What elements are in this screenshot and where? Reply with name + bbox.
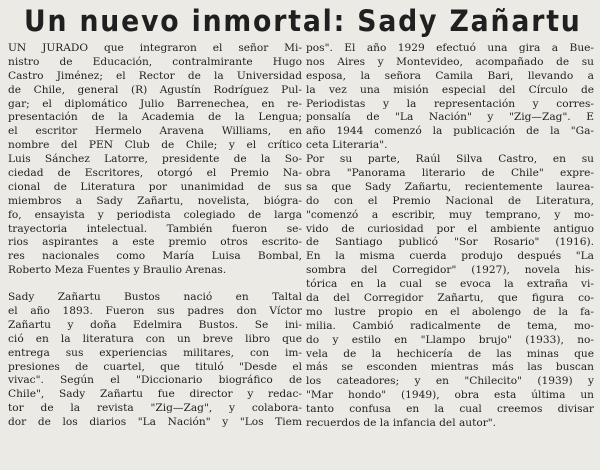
text-line: Chile", Sady Zañartu fue director y redac-: [8, 388, 302, 401]
text-line: "comenzó a escribir, muy temprano, y mo-: [306, 208, 594, 221]
text-line: res nacionales como María Luisa Bombal,: [8, 250, 302, 263]
paragraph-gap: [8, 278, 302, 291]
text-line: año 1944 comenzó la publicación de la "Ga-: [306, 125, 594, 138]
text-line: nos Aires y Montevideo, acompañado de su: [306, 55, 594, 68]
text-line: Por su parte, Raúl Silva Castro, en su: [306, 153, 594, 166]
text-line: ció en la literatura con un breve libro que: [8, 332, 302, 345]
text-line: UN JURADO que integraron el señor Mi-: [8, 42, 302, 54]
text-line: pos". El año 1929 efectuó una gira a Bue-: [306, 42, 594, 54]
text-line: de Santiago publicó "Sor Rosario" (1916).: [306, 236, 594, 249]
text-line: más se esconden mientras más las buscan: [306, 361, 594, 374]
text-line: presentación de la Academia de la Lengua;: [8, 111, 302, 124]
text-line: mo lustre propio en el abolengo de la fa-: [306, 305, 594, 318]
text-line: presiones de cuartel, que tituló "Desde el: [8, 360, 302, 373]
text-line: esposa, la señora Camila Bari, llevando a: [306, 69, 594, 82]
text-line: trayectoria intelectual. También fueron se-: [8, 222, 302, 235]
text-line: da del Corregidor Zañartu, que figura co-: [306, 292, 594, 305]
left-column: [8, 42, 302, 430]
text-line: cional de Literatura por unanimidad de sus: [8, 180, 302, 193]
text-line: vivac". Según el "Diccionario biográfico de: [8, 374, 302, 387]
text-line: do y estilo en "Llampo brujo" (1933), no-: [306, 333, 594, 346]
text-line: rios aspirantes a este premio otros escrito-: [8, 236, 302, 249]
text-line: tanto confusa en la cual creemos divisar: [306, 403, 594, 416]
text-line: Luis Sánchez Latorre, presidente de la So-: [8, 153, 302, 166]
text-line: sombra del Corregidor" (1927), novela his-: [306, 264, 594, 277]
text-line: nombre del PEN Club de Chile; y el crítico: [8, 139, 302, 152]
text-line: Sady Zañartu Bustos nació en Taltal: [8, 291, 302, 304]
text-line: milia. Cambió radicalmente de tema, mo-: [306, 319, 594, 332]
text-line: dor de los diarios "La Nación" y "Los Tiem: [8, 416, 302, 429]
text-line: nistro de Educación, contralmirante Hugo: [8, 55, 302, 68]
text-line: el escritor Hermelo Aravena Williams, en: [8, 125, 302, 138]
text-line: Periodistas y la representación y corres-: [306, 97, 594, 110]
text-line: ceta Literaria".: [306, 139, 388, 152]
article-headline: Un nuevo inmortal: Sady Zañartu: [24, 4, 582, 38]
text-line: Roberto Meza Fuentes y Braulio Arenas.: [8, 264, 227, 277]
text-line: Castro Jiménez; el Rector de la Universidad: [8, 69, 302, 82]
text-line: la vez una misión especial del Círculo de: [306, 83, 594, 96]
text-line: entrega sus experiencias militares, con im-: [8, 346, 302, 359]
text-line: fo, ensayista y periodista colegiado de larga: [8, 208, 302, 221]
text-line: tórica en la cual se evoca la extraña vi-: [306, 278, 594, 291]
text-line: ponsalía de "La Nación" y "Zig—Zag". E: [306, 111, 594, 124]
text-line: miembros a Sady Zañartu, novelista, biógra-: [8, 194, 302, 207]
text-line: los cateadores; y en "Chilecito" (1939) y: [306, 375, 594, 388]
text-line: recuerdos de la infancia del autor".: [306, 417, 497, 430]
text-line: ciedad de Escritores, otorgó el Premio Na-: [8, 167, 302, 180]
text-line: gar; el diplomático Julio Barrenechea, en re-: [8, 97, 302, 110]
text-line: En la misma cuerda produjo después "La: [306, 250, 594, 263]
text-line: vido de curiosidad por el ambiente antiguo: [306, 222, 594, 235]
text-line: tor de la revista "Zig—Zag", y colabora-: [8, 402, 302, 415]
right-column: [306, 42, 594, 431]
text-line: "Mar hondo" (1949), obra esta última un: [306, 389, 594, 402]
text-line: do con el Premio Nacional de Literatura,: [306, 194, 594, 207]
text-line: obra "Panorama literario de Chile" expre-: [306, 167, 594, 180]
text-line: sa que Sady Zañartu, recientemente laurea-: [306, 180, 594, 193]
text-line: de Chile, general (R) Agustín Rodríguez Pul-: [8, 83, 302, 96]
text-line: vela de la hechicería de las minas que: [306, 347, 594, 360]
text-line: el año 1893. Fueron sus padres don Víctor: [8, 305, 302, 318]
text-line: Zañartu y doña Edelmira Bustos. Se ini-: [8, 318, 302, 331]
